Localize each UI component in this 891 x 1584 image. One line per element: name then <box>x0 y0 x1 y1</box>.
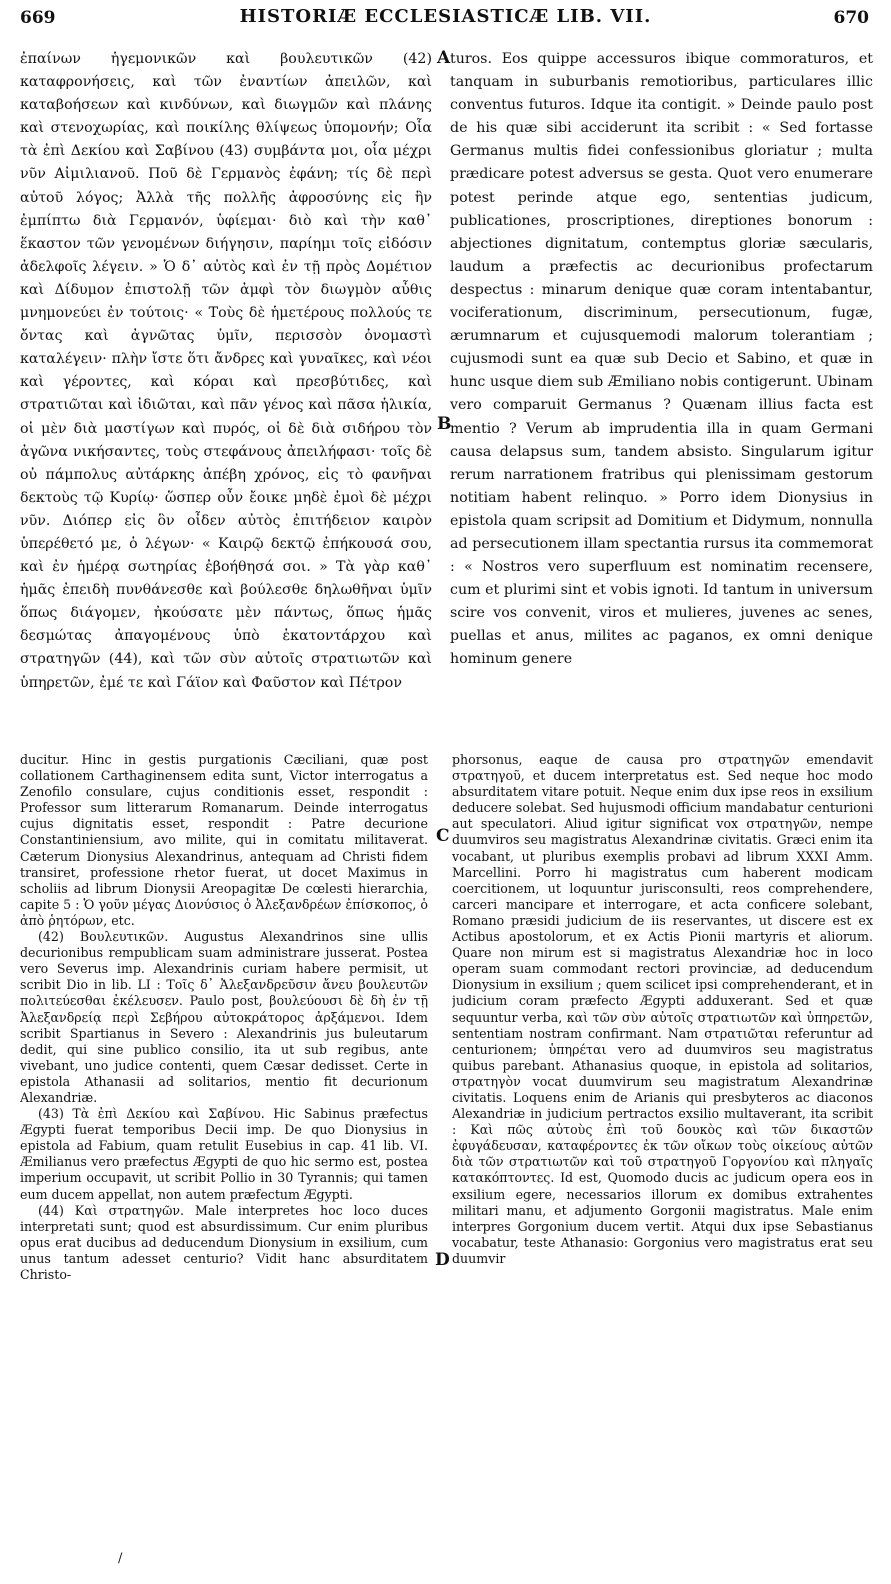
margin-marker-d: D <box>435 1250 450 1270</box>
stray-mark: / <box>118 1551 123 1566</box>
margin-marker-b: B <box>437 414 452 434</box>
note-43: (43) Τὰ ἐπὶ Δεκίου καὶ Σαβίνου. Hic Sabinus præfectus Ægypti fuerat temporibus Decii imp. De quo Dionysius in epistola ad Fabium, quam retulit Eusebius in cap. 41 lib. VI. Æmilianus vero præfectus Ægypti de quo hic sermo est, postea imperium occupavit, ut scribit Pollio in 30 Tyrannis; qui tamen eum ducem appellat, non autem præfectum Ægypti. <box>20 1106 428 1202</box>
note-continuation: ducitur. Hinc in gestis purgationis Cæciliani, quæ post collationem Carthaginensem edita sunt, Victor interrogatus a Zenofilo consulare, cujus conditionis esset, respondit : Professor sum litterarum Romanarum. Deinde interrogatus cujus dignitatis esset, respondit : Patre decurione Constantiniensium, avo milite, qui in comitatu militaverat. Cæterum Dionysius Alexandrinus, antequam ad Christi fidem transiret, professione rhetor fuerat, ut docet Maximus in scholiis ad librum Dionysii Areopagitæ De cœlesti hierarchia, capite 5 : Ὁ γοῦν μέγας Διονύσιος ὁ Ἀλεξανδρέων ἐπίσκοπος, ὁ ἀπὸ ῥητόρων, etc. <box>20 752 428 928</box>
note-44-continuation: phorsonus, eaque de causa pro στρατηγῶν emendavit στρατηγοῦ, et ducem interpretatus est. Sed neque hoc modo absurditatem vitare potuit. Neque enim dux ipse reos in exsilium deducere solebat. Sed hujusmodi officium mandabatur centurioni aut speculatori. Aliud igitur significat vox στρατηγῶν, nempe duumviros seu magistratus Alexandrinæ civitatis. Græci enim ita vocabant, ut pluribus exemplis probavi ad librum XXXI Amm. Marcellini. Porro hi magistratus cum haberent modicam coercitionem, ut loquuntur jurisconsulti, reos comprehendere, carceri mancipare et interrogare, et acta conficere solebant, Romano præsidi judicium de iis reservantes, ut discere est ex Actibus apostolorum, et ex Actis Pionii martyris et aliorum. Quare non mirum est si magistratus Alexandriæ hoc in loco operam suam commodant rectori provinciæ, ad deducendum Dionysium in exsilium ; quem scilicet ipsi comprehenderant, et in judicium coram præfecto Ægypti adduxerant. Sed et quæ sequuntur verba, καὶ τῶν σὺν αὐτοῖς στρατιωτῶν καὶ ὑπηρετῶν, sententiam nostram confirmant. Nam στρατιῶται referuntur ad centurionem; ὑπηρέται vero ad duumviros seu magistratus quibus parebant. Athanasius quoque, in epistola ad solitarios, στρατηγὸν vocat duumvirum seu magistratum Alexandrinæ civitatis. Loquens enim de Arianis qui presbyteros ac diaconos Alexandriæ in judicium pertractos exsilio multaverant, ita scribit : Καὶ πῶς αὐτοὺς ἐπὶ τοῦ δουκὸς καὶ τῶν δικαστῶν ἐφυγάδευσαν, καταφέροντες ἐκ τῶν οἴκων τοὺς οἰκείους αὐτῶν διὰ τῶν στρατιωτῶν καὶ τοῦ στρατηγοῦ Γοργονίου καὶ πληγαῖς κατακόπτοντες. Id est, Quomodo ducis ac judicum opera eos in exsilium egere, necessarios illorum ex domibus extrahentes militari manu, et adjumento Gorgonii magistratus. Male enim interpres Gorgonium ducem vertit. Atqui dux ipse Sebastianus vocabatur, teste Athanasio: Gorgonius vero magistratus erat seu duumvir <box>452 752 873 1266</box>
notes-column-left <box>20 752 428 1552</box>
running-title: HISTORIÆ ECCLESIASTICÆ LIB. VII. <box>239 6 652 27</box>
margin-marker-c: C <box>436 826 450 846</box>
page-number-right: 670 <box>833 8 869 28</box>
running-header <box>0 0 891 40</box>
latin-translation-paragraph: turos. Eos quippe accessuros ibique commoraturos, et tanquam in suburbanis remotioribus, particulares illic conventus futuros. Idque ita contigit. » Deinde paulo post de his quæ sibi acciderunt ita scribit : « Sed fortasse Germanus multis fidei confessionibus gloriatur ; multa prædicare potest adversus se gesta. Quot vero enumerare potest perinde atque ego, sententias judicum, publicationes, proscriptiones, direptiones bonorum : abjectiones dignitatum, contemptus gloriæ sæcularis, laudum a præfectis ac decurionibus profectarum despectus : minarum denique quæ coram intentabantur, vociferationum, discriminum, persecutionum, fugæ, ærumnarum et cujusquemodi malorum tolerantiam ; cujusmodi sunt ea quæ sub Decio et Sabino, et quæ in hunc usque diem sub Æmiliano nobis contigerunt. Ubinam vero comparuit Germanus ? Quænam illius facta est mentio ? Verum ab imprudentia illa in quam Germani causa delapsus sum, tandem absisto. Singularum igitur rerum narrationem fratribus qui plenissimam gestorum notitiam habent relinquo. » Porro idem Dionysius in epistola quam scripsit ad Domitium et Didymum, nonnulla ad persecutionem illam spectantia rursus ita commemorat : « Nostros vero superfluum est nominatim recensere, cum et plurimi sint et vobis ignoti. Id tantum in universum scire vos convenit, viros et mulieres, juvenes ac senes, puellas et anus, milites ac paganos, ex omni denique hominum genere <box>450 51 873 668</box>
margin-marker-a: A <box>437 48 451 68</box>
note-42: (42) Βουλευτικῶν. Augustus Alexandrinos sine ullis decurionibus rempublicam suam administrare jusserat. Postea vero Severus imp. Alexandrinis curiam habere permisit, ut scribit Dio in lib. LI : Τοῖς δ᾽ Ἀλεξανδρεῦσιν ἄνευ βουλευτῶν πολιτεύεσθαι ἐκέλευσεν. Paulo post, βουλεύουσι δὲ δὴ ἐν τῇ Ἀλεξανδρείᾳ περὶ Σεβήρου αὐτοκράτορος ἀρξάμενοι. Idem scribit Spartianus in Severo : Alexandrinis jus buleutarum dedit, qui sine publico consilio, ita ut sub regibus, ante vivebant, uno judice contenti, quem Cæsar dedisset. Certe in epistola Athanasii ad solitarios, mentio fit decurionum Alexandriæ. <box>20 929 428 1105</box>
greek-text-column <box>20 48 432 738</box>
greek-text-paragraph: ἐπαίνων ἡγεμονικῶν καὶ βουλευτικῶν (42) καταφρονήσεις, καὶ τῶν ἐναντίων ἀπειλῶν, καὶ καταβοήσεων καὶ κινδύνων, καὶ διωγμῶν καὶ πλάνης καὶ στενοχωρίας, καὶ ποικίλης θλίψεως ὑπομονήν; Οἷα τὰ ἐπὶ Δεκίου καὶ Σαβίνου (43) συμβάντα μοι, οἷα μέχρι νῦν Αἰμιλιανοῦ. Ποῦ δὲ Γερμανὸς ἐφάνη; τίς δὲ περὶ αὐτοῦ λόγος; Ἀλλὰ τῆς πολλῆς ἀφροσύνης εἰς ἣν ἐμπίπτω διὰ Γερμανόν, ὑφίεμαι· διὸ καὶ τὴν καθ᾽ ἕκαστον τῶν γενομένων διήγησιν, παρίημι τοῖς εἰδόσιν ἀδελφοῖς λέγειν. » Ὁ δ᾽ αὐτὸς καὶ ἐν τῇ πρὸς Δομέτιον καὶ Δίδυμον ἐπιστολῇ τῶν ἀμφὶ τὸν διωγμὸν αὖθις μνημονεύει ἐν τούτοις· « Τοὺς δὲ ἡμετέρους πολλούς τε ὄντας καὶ ἀγνῶτας ὑμῖν, περισσὸν ὀνομαστὶ καταλέγειν· πλὴν ἴστε ὅτι ἄνδρες καὶ γυναῖκες, καὶ νέοι καὶ γέροντες, καὶ κόραι καὶ πρεσβύτιδες, καὶ στρατιῶται καὶ ἰδιῶται, καὶ πᾶν γένος καὶ πᾶσα ἡλικία, οἱ μὲν διὰ μαστίγων καὶ πυρός, οἱ δὲ διὰ σιδήρου τὸν ἀγῶνα νικήσαντες, τοὺς στεφάνους ἀπειλήφασι· τοῖς δὲ οὐ πάμπολυς αὐτάρκης ἀπέβη χρόνος, εἰς τὸ φανῆναι δεκτοὺς τῷ Κυρίῳ· ὥσπερ οὖν ἔοικε μηδὲ ἐμοὶ δὲ μέχρι νῦν. Διόπερ εἰς ὃν οἶδεν αὐτὸς ἐπιτήδειον καιρὸν ὑπερέθετό με, ὁ λέγων· « Καιρῷ δεκτῷ ἐπήκουσά σου, καὶ ἐν ἡμέρᾳ σωτηρίας ἐβοήθησά σοι. » Τὰ γὰρ καθ᾽ ἡμᾶς ἐπειδὴ πυνθάνεσθε καὶ βούλεσθε δηλωθῆναι ὑμῖν ὅπως διάγομεν, ἠκούσατε μὲν πάντως, ὅπως ἡμᾶς δεσμώτας ἀπαγομένους ὑπὸ ἑκατοντάρχου καὶ στρατηγῶν (44), καὶ τῶν σὺν αὐτοῖς στρατιωτῶν καὶ ὑπηρετῶν, ἐμέ τε καὶ Γάϊον καὶ Φαῦστον καὶ Πέτρον <box>20 51 432 691</box>
page-number-left: 669 <box>20 8 56 28</box>
latin-translation-column <box>450 48 873 738</box>
notes-column-right <box>452 752 873 1552</box>
note-44: (44) Καὶ στρατηγῶν. Male interpretes hoc loco duces interpretati sunt; quod est absurdissimum. Cur enim pluribus opus erat ducibus ad deducendum Dionysium in exsilium, cum unus tantum adesset centurio? Vidit hanc absurditatem Christo- <box>20 1202 428 1282</box>
